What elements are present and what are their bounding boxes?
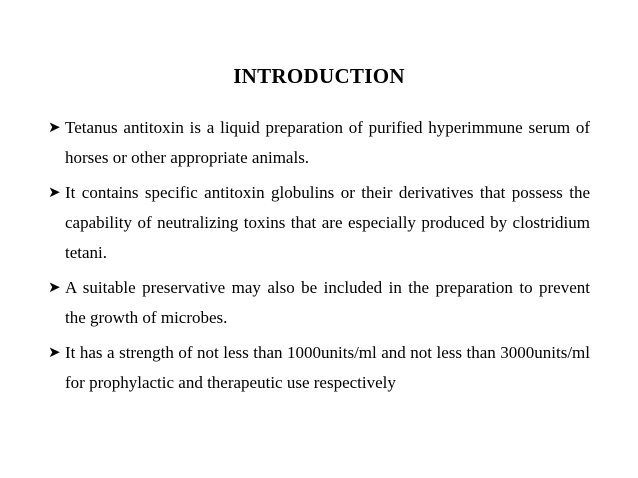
slide-title: INTRODUCTION <box>233 64 405 88</box>
arrowhead-bullet-icon: ➤ <box>48 185 61 201</box>
bullet-item <box>48 113 590 173</box>
bullet-text: A suitable preservative may also be included in the preparation to prevent the growth of microbes. <box>65 278 590 327</box>
bullet-text: Tetanus antitoxin is a liquid preparation of purified hyperimmune serum of horses or other appropriate animals. <box>65 118 590 167</box>
bullet-list <box>48 113 590 403</box>
arrowhead-bullet-icon: ➤ <box>48 280 61 296</box>
bullet-text: It contains specific antitoxin globulins or their derivatives that possess the capability of neutralizing toxins that are especially produced by clostridium tetani. <box>65 183 590 262</box>
bullet-item <box>48 338 590 398</box>
arrowhead-bullet-icon: ➤ <box>48 345 61 361</box>
arrowhead-bullet-icon: ➤ <box>48 120 61 136</box>
bullet-item <box>48 273 590 333</box>
bullet-item <box>48 178 590 268</box>
bullet-text: It has a strength of not less than 1000units/ml and not less than 3000units/ml for prophylactic and therapeutic use respectively <box>65 343 590 392</box>
